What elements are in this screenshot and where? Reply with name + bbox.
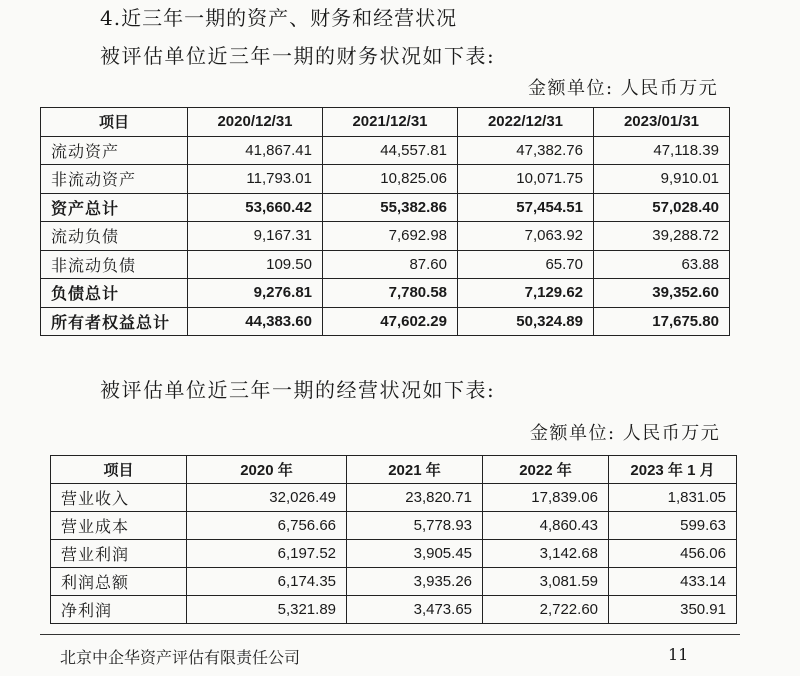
value-cell: 32,026.49 xyxy=(187,484,347,512)
value-cell: 7,692.98 xyxy=(323,222,458,251)
table-row xyxy=(51,484,737,512)
value-cell: 53,660.42 xyxy=(188,193,323,222)
value-cell: 109.50 xyxy=(188,250,323,279)
row-label: 流动资产 xyxy=(41,136,188,165)
table-row-total xyxy=(41,307,730,336)
value-cell: 5,321.89 xyxy=(187,596,347,624)
value-cell: 65.70 xyxy=(458,250,594,279)
row-label: 流动负债 xyxy=(41,222,188,251)
value-cell: 44,557.81 xyxy=(323,136,458,165)
value-cell: 17,675.80 xyxy=(594,307,730,336)
value-cell: 7,780.58 xyxy=(323,279,458,308)
value-cell: 10,071.75 xyxy=(458,165,594,194)
page-number: 11 xyxy=(668,645,689,664)
table-row xyxy=(51,568,737,596)
value-cell: 350.91 xyxy=(609,596,737,624)
row-label: 非流动负债 xyxy=(41,250,188,279)
table-row xyxy=(41,136,730,165)
value-cell: 47,602.29 xyxy=(323,307,458,336)
value-cell: 9,167.31 xyxy=(188,222,323,251)
operating-intro: 被评估单位近三年一期的经营状况如下表: xyxy=(100,378,496,402)
row-label: 非流动资产 xyxy=(41,165,188,194)
table-row xyxy=(41,222,730,251)
header-cell: 项目 xyxy=(51,456,187,484)
value-cell: 1,831.05 xyxy=(609,484,737,512)
header-cell: 2020 年 xyxy=(187,456,347,484)
table-row xyxy=(51,512,737,540)
value-cell: 3,081.59 xyxy=(483,568,609,596)
value-cell: 6,756.66 xyxy=(187,512,347,540)
operating-unit: 金额单位: 人民币万元 xyxy=(530,423,721,444)
value-cell: 5,778.93 xyxy=(347,512,483,540)
table-row xyxy=(41,250,730,279)
value-cell: 456.06 xyxy=(609,540,737,568)
table-row xyxy=(51,540,737,568)
row-label: 营业成本 xyxy=(51,512,187,540)
value-cell: 7,063.92 xyxy=(458,222,594,251)
value-cell: 3,473.65 xyxy=(347,596,483,624)
row-label: 营业收入 xyxy=(51,484,187,512)
value-cell: 47,382.76 xyxy=(458,136,594,165)
value-cell: 4,860.43 xyxy=(483,512,609,540)
operating-status-table xyxy=(50,455,737,624)
value-cell: 47,118.39 xyxy=(594,136,730,165)
value-cell: 2,722.60 xyxy=(483,596,609,624)
header-cell: 项目 xyxy=(41,108,188,137)
header-cell: 2023/01/31 xyxy=(594,108,730,137)
row-label: 负债总计 xyxy=(41,279,188,308)
row-label: 所有者权益总计 xyxy=(41,307,188,336)
header-cell: 2022 年 xyxy=(483,456,609,484)
row-label: 营业利润 xyxy=(51,540,187,568)
table-row xyxy=(41,165,730,194)
value-cell: 6,174.35 xyxy=(187,568,347,596)
value-cell: 3,905.45 xyxy=(347,540,483,568)
footer-company: 北京中企华资产评估有限责任公司 xyxy=(60,648,301,667)
header-cell: 2023 年 1 月 xyxy=(609,456,737,484)
value-cell: 50,324.89 xyxy=(458,307,594,336)
row-label: 资产总计 xyxy=(41,193,188,222)
value-cell: 17,839.06 xyxy=(483,484,609,512)
header-cell: 2021 年 xyxy=(347,456,483,484)
value-cell: 39,288.72 xyxy=(594,222,730,251)
value-cell: 3,142.68 xyxy=(483,540,609,568)
row-label: 利润总额 xyxy=(51,568,187,596)
financial-intro: 被评估单位近三年一期的财务状况如下表: xyxy=(100,44,496,68)
table-row-total xyxy=(41,279,730,308)
value-cell: 87.60 xyxy=(323,250,458,279)
value-cell: 57,454.51 xyxy=(458,193,594,222)
value-cell: 3,935.26 xyxy=(347,568,483,596)
value-cell: 9,276.81 xyxy=(188,279,323,308)
value-cell: 55,382.86 xyxy=(323,193,458,222)
value-cell: 10,825.06 xyxy=(323,165,458,194)
financial-unit: 金额单位: 人民币万元 xyxy=(528,78,719,99)
value-cell: 63.88 xyxy=(594,250,730,279)
row-label: 净利润 xyxy=(51,596,187,624)
table-row xyxy=(51,596,737,624)
table-row-total xyxy=(41,193,730,222)
value-cell: 7,129.62 xyxy=(458,279,594,308)
header-cell: 2022/12/31 xyxy=(458,108,594,137)
value-cell: 9,910.01 xyxy=(594,165,730,194)
header-cell: 2021/12/31 xyxy=(323,108,458,137)
value-cell: 23,820.71 xyxy=(347,484,483,512)
value-cell: 57,028.40 xyxy=(594,193,730,222)
value-cell: 6,197.52 xyxy=(187,540,347,568)
value-cell: 44,383.60 xyxy=(188,307,323,336)
table-header-row xyxy=(51,456,737,484)
value-cell: 433.14 xyxy=(609,568,737,596)
footer-divider xyxy=(40,634,740,635)
financial-status-table xyxy=(40,107,730,336)
section-heading: 4.近三年一期的资产、财务和经营状况 xyxy=(100,6,458,30)
header-cell: 2020/12/31 xyxy=(188,108,323,137)
table-header-row xyxy=(41,108,730,137)
value-cell: 41,867.41 xyxy=(188,136,323,165)
value-cell: 11,793.01 xyxy=(188,165,323,194)
value-cell: 39,352.60 xyxy=(594,279,730,308)
value-cell: 599.63 xyxy=(609,512,737,540)
